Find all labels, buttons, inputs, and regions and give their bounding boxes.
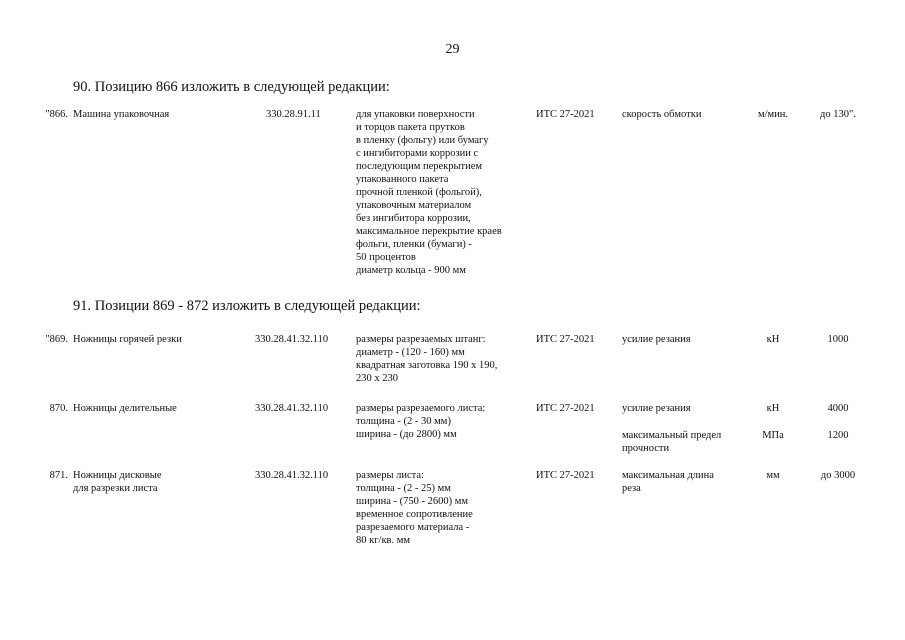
- row-its: ИТС 27-2021: [536, 109, 595, 120]
- page-number: 29: [445, 42, 460, 57]
- row-code: 330.28.41.32.110: [255, 403, 329, 414]
- section-heading-90: 90. Позицию 866 изложить в следующей редакции:: [73, 79, 390, 95]
- row-code: 330.28.41.32.110: [255, 334, 329, 345]
- param-name: усилие резания: [622, 403, 691, 414]
- param-value: до 3000: [820, 470, 856, 481]
- row-description: размеры разрезаемого листа: толщина - (2 - 30 мм) ширина - (до 2800) мм: [356, 403, 486, 440]
- row-description: размеры разрезаемых штанг: диаметр - (120 - 160) мм квадратная заготовка 190 х 190, 230 х 230: [356, 334, 498, 384]
- row-name: Ножницы дисковые для разрезки листа: [73, 470, 162, 494]
- row-its: ИТС 27-2021: [536, 334, 595, 345]
- param-unit: кН: [766, 334, 780, 345]
- row-its: ИТС 27-2021: [536, 470, 595, 481]
- row-name: Машина упаковочная: [73, 109, 170, 120]
- param-unit: мм: [766, 470, 780, 481]
- section-heading-91: 91. Позиции 869 - 872 изложить в следующей редакции:: [73, 298, 421, 314]
- param-value: 4000: [827, 403, 849, 414]
- row-its: ИТС 27-2021: [536, 403, 595, 414]
- row-code: 330.28.41.32.110: [255, 470, 329, 481]
- row-name: Ножницы делительные: [73, 403, 177, 414]
- row-number: "869.: [45, 334, 68, 345]
- row-code: 330.28.91.11: [266, 109, 321, 120]
- row-number: 870.: [49, 403, 68, 414]
- row-name: Ножницы горячей резки: [73, 334, 182, 345]
- param-name: усилие резания: [622, 334, 691, 345]
- row-number: 871.: [49, 470, 68, 481]
- param-name: скорость обмотки: [622, 109, 702, 120]
- param-value: 1000: [827, 334, 849, 345]
- param-name: максимальная длина реза: [622, 470, 714, 494]
- param-unit: м/мин.: [757, 109, 789, 120]
- param-name: максимальный предел прочности: [622, 430, 722, 454]
- row-number: "866.: [45, 109, 68, 120]
- row-description: размеры листа: толщина - (2 - 25) мм ширина - (750 - 2600) мм временное сопротивление разрезаемого материала - 80 кг/кв. мм: [356, 470, 473, 546]
- row-description: для упаковки поверхности и торцов пакета прутков в пленку (фольгу) или бумагу с ингибиторами коррозии с последующим перекрытием упакованного пакета прочной пленкой (фольгой), упаковочным материалом без ингибитора коррозии, максимальное перекрытие краев фольги, пленки (бумаги) - 50 процентов диаметр кольца - 900 мм: [356, 109, 502, 276]
- param-value: до 130".: [820, 109, 856, 120]
- param-value: 1200: [827, 430, 849, 441]
- param-unit: МПа: [762, 430, 784, 441]
- param-unit: кН: [766, 403, 780, 414]
